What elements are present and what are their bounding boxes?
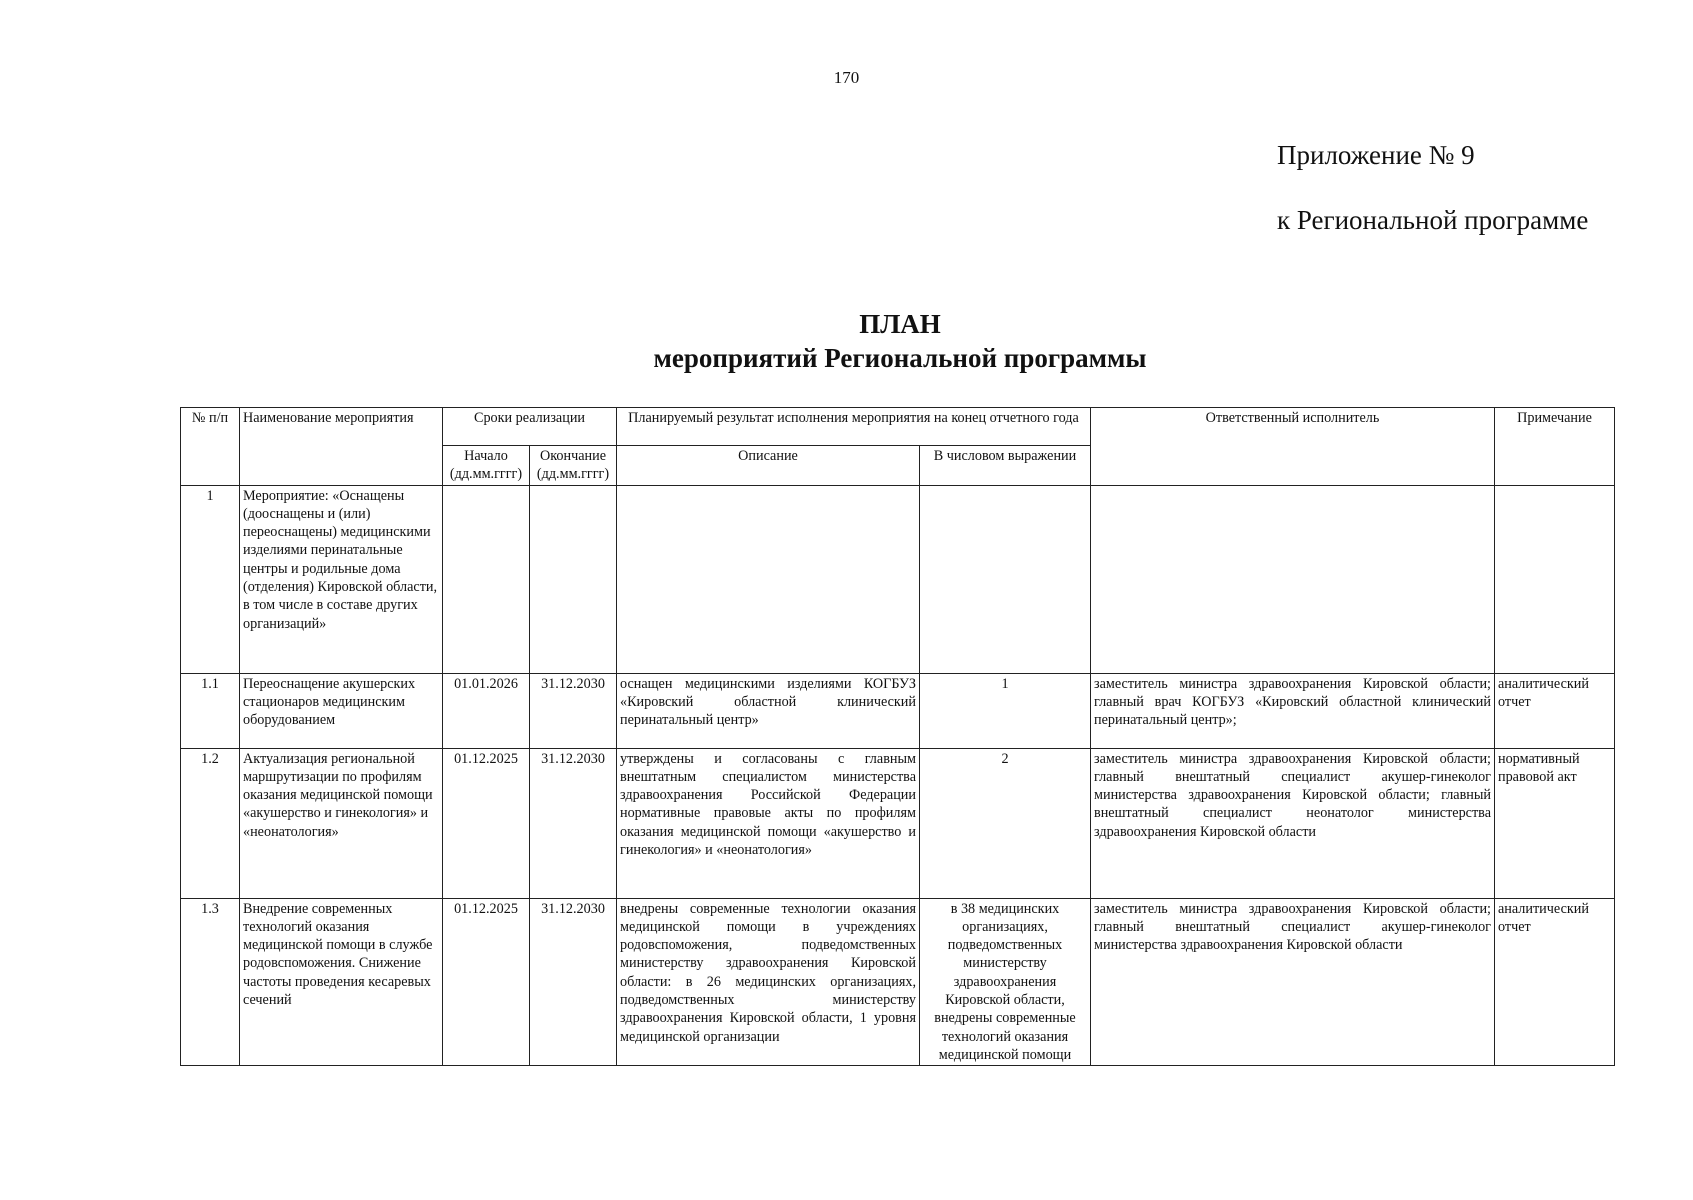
row-start (443, 485, 530, 673)
row-num: 1.1 (181, 673, 240, 748)
row-executor: заместитель министра здравоохранения Кировской области; главный внештатный специалист акушер-гинеколог министерства здравоохранения Кировской области (1091, 898, 1495, 1066)
row-name: Внедрение современных технологий оказания медицинской помощи в службе родовспоможения. Снижение частоты проведения кесаревых сечений (240, 898, 443, 1066)
row-name: Мероприятие: «Оснащены (дооснащены и (или) переоснащены) медицинскими изделиями перинатальные центры и родильные дома (отделения) Кировской области, в том числе в составе других организаций» (240, 485, 443, 673)
row-name: Переоснащение акушерских стационаров медицинским оборудованием (240, 673, 443, 748)
row-end: 31.12.2030 (530, 673, 617, 748)
row-note: нормативный правовой акт (1495, 748, 1615, 898)
row-numeric: в 38 медицинских организациях, подведомственных министерству здравоохранения Кировской области, внедрены современные технологий оказания медицинской помощи (920, 898, 1091, 1066)
header-period: Сроки реализации (443, 408, 617, 446)
row-end: 31.12.2030 (530, 898, 617, 1066)
row-start: 01.01.2026 (443, 673, 530, 748)
table-row (181, 673, 1615, 748)
header-description: Описание (617, 446, 920, 486)
row-executor (1091, 485, 1495, 673)
page-number: 170 (833, 68, 860, 87)
row-numeric: 2 (920, 748, 1091, 898)
row-executor: заместитель министра здравоохранения Кировской области; главный врач КОГБУЗ «Кировский областной клинический перинатальный центр»; (1091, 673, 1495, 748)
table-row (181, 748, 1615, 898)
row-note: аналитический отчет (1495, 898, 1615, 1066)
row-num: 1.2 (181, 748, 240, 898)
appendix-subtitle: к Региональной программе (1277, 205, 1589, 235)
plan-heading (0, 307, 1693, 375)
header-name: Наименование мероприятия (240, 408, 443, 486)
row-start: 01.12.2025 (443, 748, 530, 898)
row-name: Актуализация региональной маршрутизации по профилям оказания медицинской помощи «акушерство и гинекология» и «неонатология» (240, 748, 443, 898)
header-note: Примечание (1495, 408, 1615, 486)
row-description: оснащен медицинскими изделиями КОГБУЗ «Кировский областной клинический перинатальный центр» (617, 673, 920, 748)
table-row (181, 485, 1615, 673)
header-numeric: В числовом выражении (920, 446, 1091, 486)
row-end: 31.12.2030 (530, 748, 617, 898)
row-numeric (920, 485, 1091, 673)
header-start: Начало (дд.мм.гггг) (443, 446, 530, 486)
header-end: Окончание (дд.мм.гггг) (530, 446, 617, 486)
plan-table (180, 407, 1615, 1066)
row-note (1495, 485, 1615, 673)
header-result: Планируемый результат исполнения мероприятия на конец отчетного года (617, 408, 1091, 446)
row-num: 1.3 (181, 898, 240, 1066)
row-description: внедрены современные технологии оказания медицинской помощи в учреждениях родовспоможения, подведомственных министерству здравоохранения Кировской области: в 26 медицинских организациях, подведомственных министерству здравоохранения Кировской области, 1 уровня медицинской организации (617, 898, 920, 1066)
row-num: 1 (181, 485, 240, 673)
row-executor: заместитель министра здравоохранения Кировской области; главный внештатный специалист акушер-гинеколог министерства здравоохранения Кировской области; главный внештатный специалист неонатолог министерства здравоохранения Кировской области (1091, 748, 1495, 898)
header-executor: Ответственный исполнитель (1091, 408, 1495, 486)
appendix-title: Приложение № 9 (1277, 140, 1475, 170)
row-start: 01.12.2025 (443, 898, 530, 1066)
row-end (530, 485, 617, 673)
row-description: утверждены и согласованы с главным внештатным специалистом министерства здравоохранения Российской Федерации нормативные правовые акты по профилям оказания медицинской помощи «акушерство и гинекология» и «неонатология» (617, 748, 920, 898)
plan-heading-line2: мероприятий Региональной программы (653, 343, 1147, 373)
header-num: № п/п (181, 408, 240, 486)
plan-heading-line1: ПЛАН (859, 309, 941, 339)
table-row (181, 898, 1615, 1066)
row-numeric: 1 (920, 673, 1091, 748)
row-note: аналитический отчет (1495, 673, 1615, 748)
row-description (617, 485, 920, 673)
